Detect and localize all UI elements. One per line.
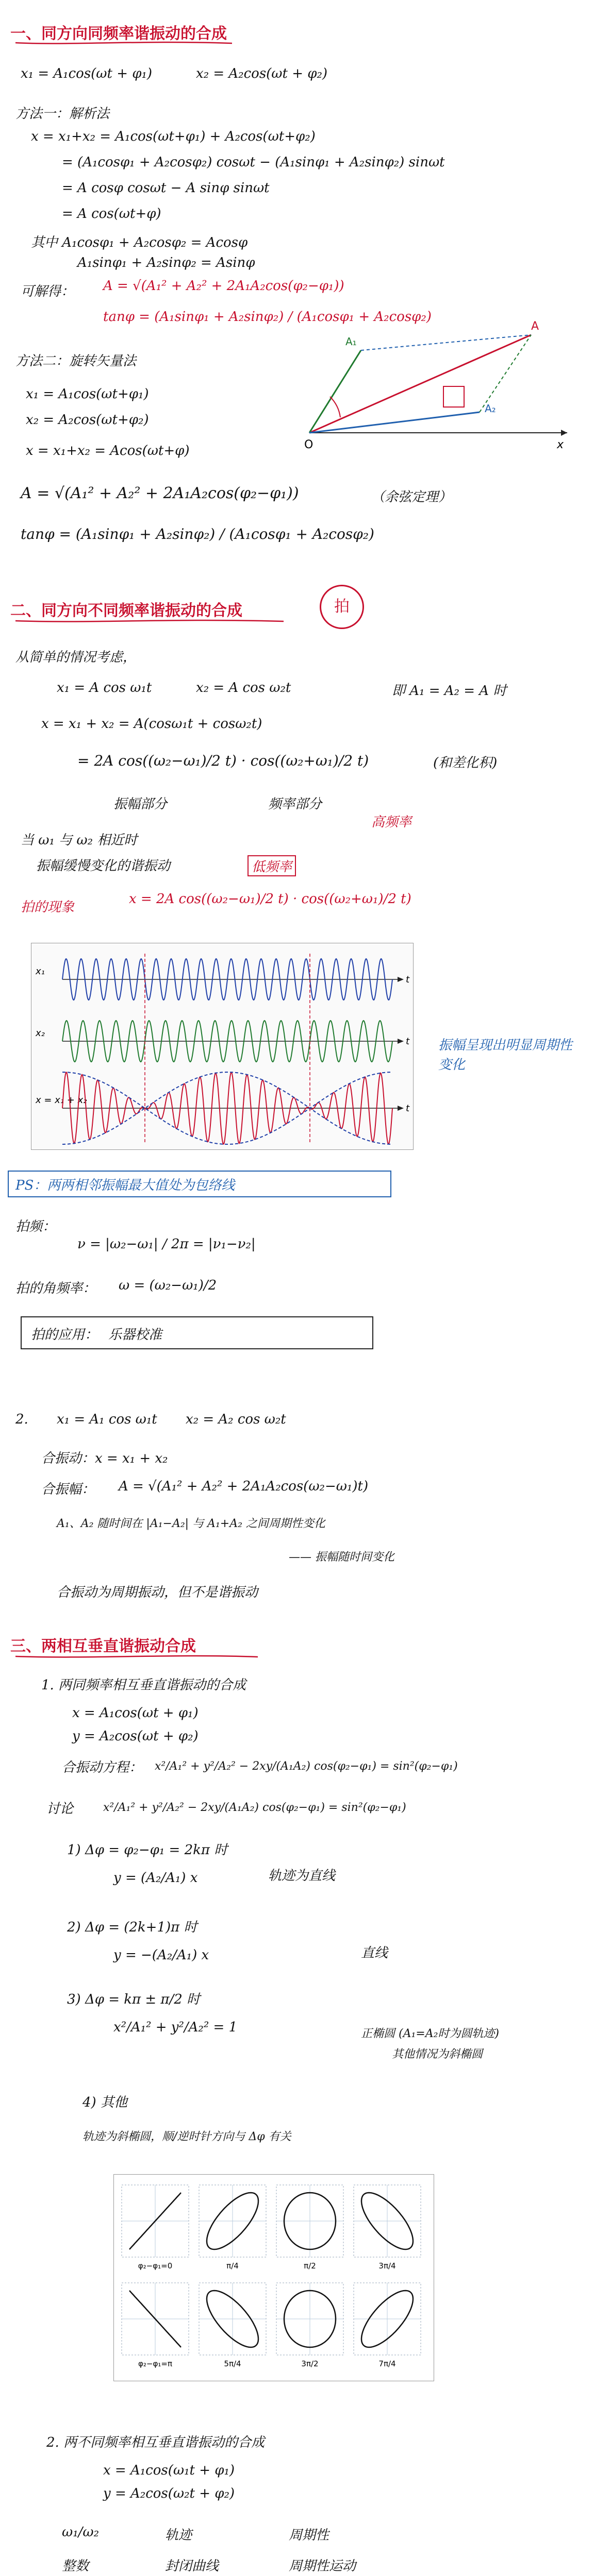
ell-label-7: 7π/4 (378, 2359, 396, 2368)
case4-note: 轨迹为斜椭圆，顺/逆时针方向与 Δφ 有关 (82, 2130, 291, 2143)
vector-A (309, 335, 531, 433)
beat-use-label: 拍的应用： (31, 1327, 98, 1343)
vector-A1 (309, 350, 361, 433)
ellipse-grid (114, 2175, 434, 2381)
section1-title: 一、同方向同频率谐振动的合成 (10, 25, 227, 43)
solve-tan: tanφ = (A₁sinφ₁ + A₂sinφ₂) / (A₁cosφ₁ + A₂cosφ₂) (103, 309, 432, 325)
method1-label: 方法一：解析法 (15, 106, 110, 122)
sec3-fy: y = A₂cos(ω₂t + φ₂) (103, 2486, 235, 2501)
sec2-x2: x₂ = A cos ω₂t (196, 680, 291, 696)
case2: 2) Δφ = (2k+1)π 时 (67, 1920, 197, 1935)
sec2-sum: x = x₁ + x₂ = A(cosω₁t + cosω₂t) (41, 716, 262, 732)
sec3-track: x²/A₁² + y²/A₂² − 2xy/(A₁A₂) cos(φ₂−φ₁) = sin²(φ₂−φ₁) (155, 1760, 458, 1773)
sec2b-note: A₁、A₂ 随时间在 |A₁−A₂| 与 A₁+A₂ 之间周期性变化 (57, 1517, 325, 1530)
solve-A: A = √(A₁² + A₂² + 2A₁A₂cos(φ₂−φ₁)) (103, 278, 344, 294)
beat-angfreq-label: 拍的角频率： (15, 1281, 96, 1296)
sec2-slow: 振幅部分 (113, 796, 168, 812)
derivation-line2: = (A₁cosφ₁ + A₂cosφ₂) cosωt − (A₁sinφ₁ + A₂sinφ₂) sinωt (62, 155, 445, 170)
solve-label: 可解得： (21, 284, 75, 299)
axis-arrow-2 (398, 1106, 404, 1111)
axis-arrow-1 (398, 1039, 404, 1044)
sec2-note2: 当 ω₁ 与 ω₂ 相近时 (21, 833, 138, 848)
beat-freq-label: 拍频： (15, 1219, 56, 1234)
sec2b-x2: x₂ = A₂ cos ω₂t (186, 1412, 286, 1427)
sec2b-num: 2. (15, 1412, 28, 1427)
beat-tag: 拍 (320, 585, 364, 629)
sec3-d0: x²/A₁² + y²/A₂² − 2xy/(A₁A₂) cos(φ₂−φ₁) = sin²(φ₂−φ₁) (103, 1801, 406, 1814)
axis-label-2: x = x₁ + x₂ (36, 1095, 87, 1106)
svg-text:x: x (557, 438, 564, 451)
svg-text:A₁: A₁ (345, 335, 357, 348)
ell-label-6: 3π/2 (301, 2359, 319, 2368)
table-r1c3: 周期性运动 (289, 2558, 356, 2574)
m2-x1: x₁ = A₁cos(ωt+φ₁) (26, 386, 149, 402)
beat-waveforms (31, 943, 413, 1149)
table-r1c1: 整数 (62, 2558, 89, 2574)
case3-note: 正椭圆 (A₁=A₂时为圆轨迹) (361, 2027, 500, 2040)
beat-freq-value: ν = |ω₂−ω₁| / 2π = |ν₁−ν₂| (77, 1236, 256, 1252)
sec3-disc: 讨论 (46, 1801, 74, 1817)
axis-label-0: x₁ (36, 966, 45, 977)
sec2b-amp-label: 合振幅： (41, 1482, 95, 1497)
case3-note2: 其他情况为斜椭圆 (392, 2048, 483, 2061)
beat-fig-note: 振幅呈现出明显周期性变化 (438, 1038, 573, 1073)
sec2-side-low: 低频率 (248, 855, 296, 876)
sec3-fx: x = A₁cos(ω₁t + φ₁) (103, 2463, 235, 2478)
section3-title: 三、两相互垂直谐振动合成 (10, 1637, 196, 1655)
sec3-sub1: 1. 两同频率相互垂直谐振动的合成 (41, 1677, 246, 1693)
axis-t-2: t (406, 1103, 410, 1114)
sec3-track-label: 合振动方程： (62, 1760, 143, 1775)
case2-eq: y = −(A₂/A₁) x (113, 1947, 209, 1963)
sec2-cond: 即 A₁ = A₂ = A 时 (392, 683, 507, 699)
ell-label-3: 3π/4 (378, 2261, 396, 2270)
beat-angfreq-value: ω = (ω₂−ω₁)/2 (119, 1278, 217, 1293)
sec2-side-high: 高频率 (371, 815, 412, 830)
svg-text:A: A (531, 320, 539, 333)
sec2b-amp: A = √(A₁² + A₂² + 2A₁A₂cos(ω₂−ω₁)t) (119, 1479, 369, 1494)
sec2b-note2: —— 振幅随时间变化 (289, 1551, 394, 1564)
ps-note: PS：两两相邻振幅最大值处为包络线 (15, 1178, 235, 1193)
table-h3: 周期性 (289, 2528, 329, 2543)
case1-eq: y = (A₂/A₁) x (113, 1870, 198, 1886)
sec2-intro: 从简单的情况考虑， (15, 650, 137, 665)
table-h1: ω₁/ω₂ (62, 2524, 100, 2540)
sec2-note1: (和差化积) (433, 755, 498, 771)
big-A: A = √(A₁² + A₂² + 2A₁A₂cos(φ₂−φ₁)) (21, 484, 299, 502)
sec2b-comb: 合振动：x = x₁ + x₂ (41, 1451, 168, 1466)
sec2-fast: 频率部分 (268, 796, 322, 812)
m2-x2: x₂ = A₂cos(ωt+φ₂) (26, 412, 149, 428)
cosine-law-note: （余弦定理） (371, 489, 452, 505)
table-r1c2: 封闭曲线 (165, 2558, 219, 2574)
sec3-y: y = A₂cos(ωt + φ₂) (72, 1728, 199, 1744)
ell-label-4: φ₂−φ₁=π (138, 2359, 172, 2368)
ell-label-5: 5π/4 (224, 2359, 241, 2368)
ell-label-1: π/4 (226, 2261, 239, 2270)
derivation-line1: x = x₁+x₂ = A₁cos(ωt+φ₁) + A₂cos(ωt+φ₂) (31, 129, 316, 144)
sec2b-result: 合振动为周期振动，但不是谐振动 (57, 1585, 258, 1600)
method2-label: 方法二：旋转矢量法 (15, 353, 137, 369)
x-axis-arrow (561, 430, 567, 436)
case4: 4) 其他 (82, 2095, 127, 2110)
svg-text:A₂: A₂ (485, 402, 496, 415)
case2-note: 直线 (361, 1945, 388, 1961)
axis-t-0: t (406, 974, 410, 985)
wave-1 (62, 1021, 392, 1062)
case3: 3) Δφ = kπ ± π/2 时 (67, 1992, 201, 2007)
big-tan: tanφ = (A₁sinφ₁ + A₂sinφ₂) / (A₁cosφ₁ + A₂cosφ₂) (21, 526, 374, 543)
beat-title: 拍的现象 (21, 900, 75, 915)
svg-text:O: O (304, 438, 314, 451)
beat-figure (31, 943, 414, 1150)
eq-x1: x₁ = A₁cos(ωt + φ₁) (21, 66, 153, 81)
axis-label-1: x₂ (36, 1028, 45, 1039)
case1-note: 轨迹为直线 (268, 1868, 336, 1884)
derivation-line3: = A cosφ cosωt − A sinφ sinωt (62, 180, 270, 196)
case1: 1) Δφ = φ₂−φ₁ = 2kπ 时 (67, 1842, 228, 1858)
beat-use-value: 乐器校准 (108, 1327, 162, 1343)
section2-title: 二、同方向不同频率谐振动的合成 (10, 602, 242, 620)
sec2-note3: 振幅缓慢变化的谐振动 (36, 858, 171, 874)
ellipse-figure (113, 2174, 434, 2381)
sec3-x: x = A₁cos(ωt + φ₁) (72, 1705, 199, 1721)
sec2-product: = 2A cos((ω₂−ω₁)/2 t) · cos((ω₂+ω₁)/2 t) (77, 752, 369, 769)
sec2b-x1: x₁ = A₁ cos ω₁t (57, 1412, 157, 1427)
table-h2: 轨迹 (165, 2528, 192, 2543)
title-underline (15, 40, 232, 45)
where-line1: 其中 A₁cosφ₁ + A₂cosφ₂ = Acosφ (31, 235, 248, 250)
rotating-vector-diagram (289, 294, 578, 459)
beat-eq: x = 2A cos((ω₂−ω₁)/2 t) · cos((ω₂+ω₁)/2 t) (129, 891, 411, 907)
axis-t-1: t (406, 1036, 410, 1047)
eq-x2: x₂ = A₂cos(ωt + φ₂) (196, 66, 328, 81)
case3-eq: x²/A₁² + y²/A₂² = 1 (113, 2020, 238, 2035)
sec3-sub2: 2. 两不同频率相互垂直谐振动的合成 (46, 2435, 265, 2450)
ell-label-0: φ₂−φ₁=0 (138, 2261, 173, 2270)
ell-label-2: π/2 (304, 2261, 316, 2270)
vector-A2 (309, 412, 480, 433)
m2-x: x = x₁+x₂ = Acos(ωt+φ) (26, 443, 190, 459)
axis-arrow-0 (398, 977, 404, 982)
derivation-line4: = A cos(ωt+φ) (62, 206, 161, 222)
where-line2: A₁sinφ₁ + A₂sinφ₂ = Asinφ (77, 255, 255, 270)
sec2-x1: x₁ = A cos ω₁t (57, 680, 152, 696)
